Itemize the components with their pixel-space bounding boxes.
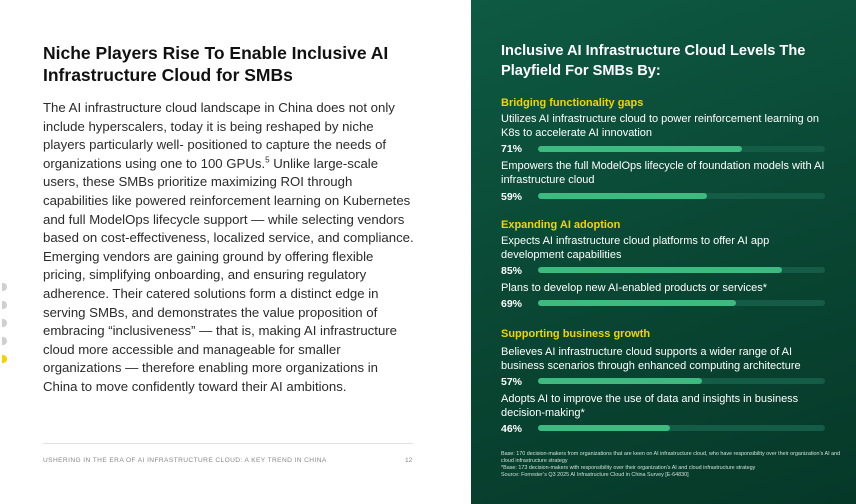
body-text-part-1: The AI infrastructure cloud landscape in China does not only include hyperscalers, today it is being reshaped by niche players particularly well- positioned to capture the needs of organizations using one to 100 GPUs. xyxy=(43,100,395,171)
stat-percentage: 69% xyxy=(501,298,523,310)
panel-title: Inclusive AI Infrastructure Cloud Levels The Playfield For SMBs By: xyxy=(501,43,806,79)
nav-dot-3[interactable] xyxy=(2,319,7,327)
body-text-part-2: Unlike large-scale users, these SMBs prioritize maximizing ROI through capabilities like powered reinforcement learning on Kubernetes and full ModelOps lifecycle support — while selecting vendors based on cost-effectiveness, localized service, and compliance. Emerging vendors are gaining ground by offering flexible pricing, simplifying onboarding, and ensuring regulatory adherence. Their catered solutions form a distinct edge in serving SMBs, and demonstrates the value proposition of embracing “inclusiveness” — that is, making AI infrastructure cloud more accessible and manageable for smaller organizations — therefore enabling more organizations in China to move confidently toward their AI ambitions. xyxy=(43,155,414,394)
stat-percentage: 59% xyxy=(501,191,523,203)
stat-bar-fill xyxy=(538,146,742,152)
stat-percentage: 57% xyxy=(501,376,523,388)
footnote-base-alt: *Base: 173 decision-makers with responsibility over their organization’s AI and cloud infrastructure strategy xyxy=(501,465,756,471)
stat-description: Adopts AI to improve the use of data and insights in business decision-making* xyxy=(501,393,799,419)
stat-description: Utilizes AI infrastructure cloud to power reinforcement learning on K8s to accelerate AI innovation xyxy=(501,113,819,139)
survey-footnotes xyxy=(501,451,841,479)
stat-bar-track xyxy=(538,267,825,273)
stat-description: Believes AI infrastructure cloud supports a wider range of AI business scenarios through enhanced computing architecture xyxy=(501,346,801,372)
nav-dot-1[interactable] xyxy=(2,283,7,291)
stat-bar-track xyxy=(538,425,825,431)
body-paragraph xyxy=(43,99,415,397)
footnote-base: Base: 170 decision-makers from organizations that are keen on AI infrastructure cloud, who have responsibility over their organization’s AI and cloud infrastructure strategy xyxy=(501,451,841,464)
stat-bar-fill xyxy=(538,267,782,273)
stat-bar-track xyxy=(538,300,825,306)
stat-description: Plans to develop new AI-enabled products or services* xyxy=(501,282,767,294)
stat-percentage: 71% xyxy=(501,143,523,155)
stat-bar-fill xyxy=(538,378,702,384)
stat-bar-track xyxy=(538,193,825,199)
stat-description: Expects AI infrastructure cloud platforms to offer AI app development capabilities xyxy=(501,235,770,261)
footnote-reference[interactable]: 5 xyxy=(265,155,270,165)
stat-description: Empowers the full ModelOps lifecycle of foundation models with AI infrastructure cloud xyxy=(501,160,825,186)
section-heading-growth: Supporting business growth xyxy=(501,328,651,340)
footnote-source: Source: Forrester’s Q3 2025 AI Infrastructure Cloud in China Survey [E-64830] xyxy=(501,472,689,478)
stat-bar-track xyxy=(538,378,825,384)
stat-bar-fill xyxy=(538,193,707,199)
footer-divider xyxy=(43,443,413,444)
stat-percentage: 85% xyxy=(501,265,523,277)
section-heading-functionality: Bridging functionality gaps xyxy=(501,97,644,109)
page-title: Niche Players Rise To Enable Inclusive AI Infrastructure Cloud for SMBs xyxy=(43,43,389,85)
page-nav-dots xyxy=(2,283,10,373)
nav-dot-2[interactable] xyxy=(2,301,7,309)
section-heading-adoption: Expanding AI adoption xyxy=(501,219,621,231)
stat-bar-fill xyxy=(538,425,670,431)
nav-dot-5[interactable] xyxy=(2,355,7,363)
footer-report-title: USHERING IN THE ERA OF AI INFRASTRUCTURE CLOUD: A KEY TREND IN CHINA xyxy=(43,457,327,464)
stats-panel xyxy=(471,0,856,504)
stat-bar-fill xyxy=(538,300,736,306)
page-number: 12 xyxy=(405,457,413,464)
stat-bar-track xyxy=(538,146,825,152)
nav-dot-4[interactable] xyxy=(2,337,7,345)
stat-percentage: 46% xyxy=(501,423,523,435)
